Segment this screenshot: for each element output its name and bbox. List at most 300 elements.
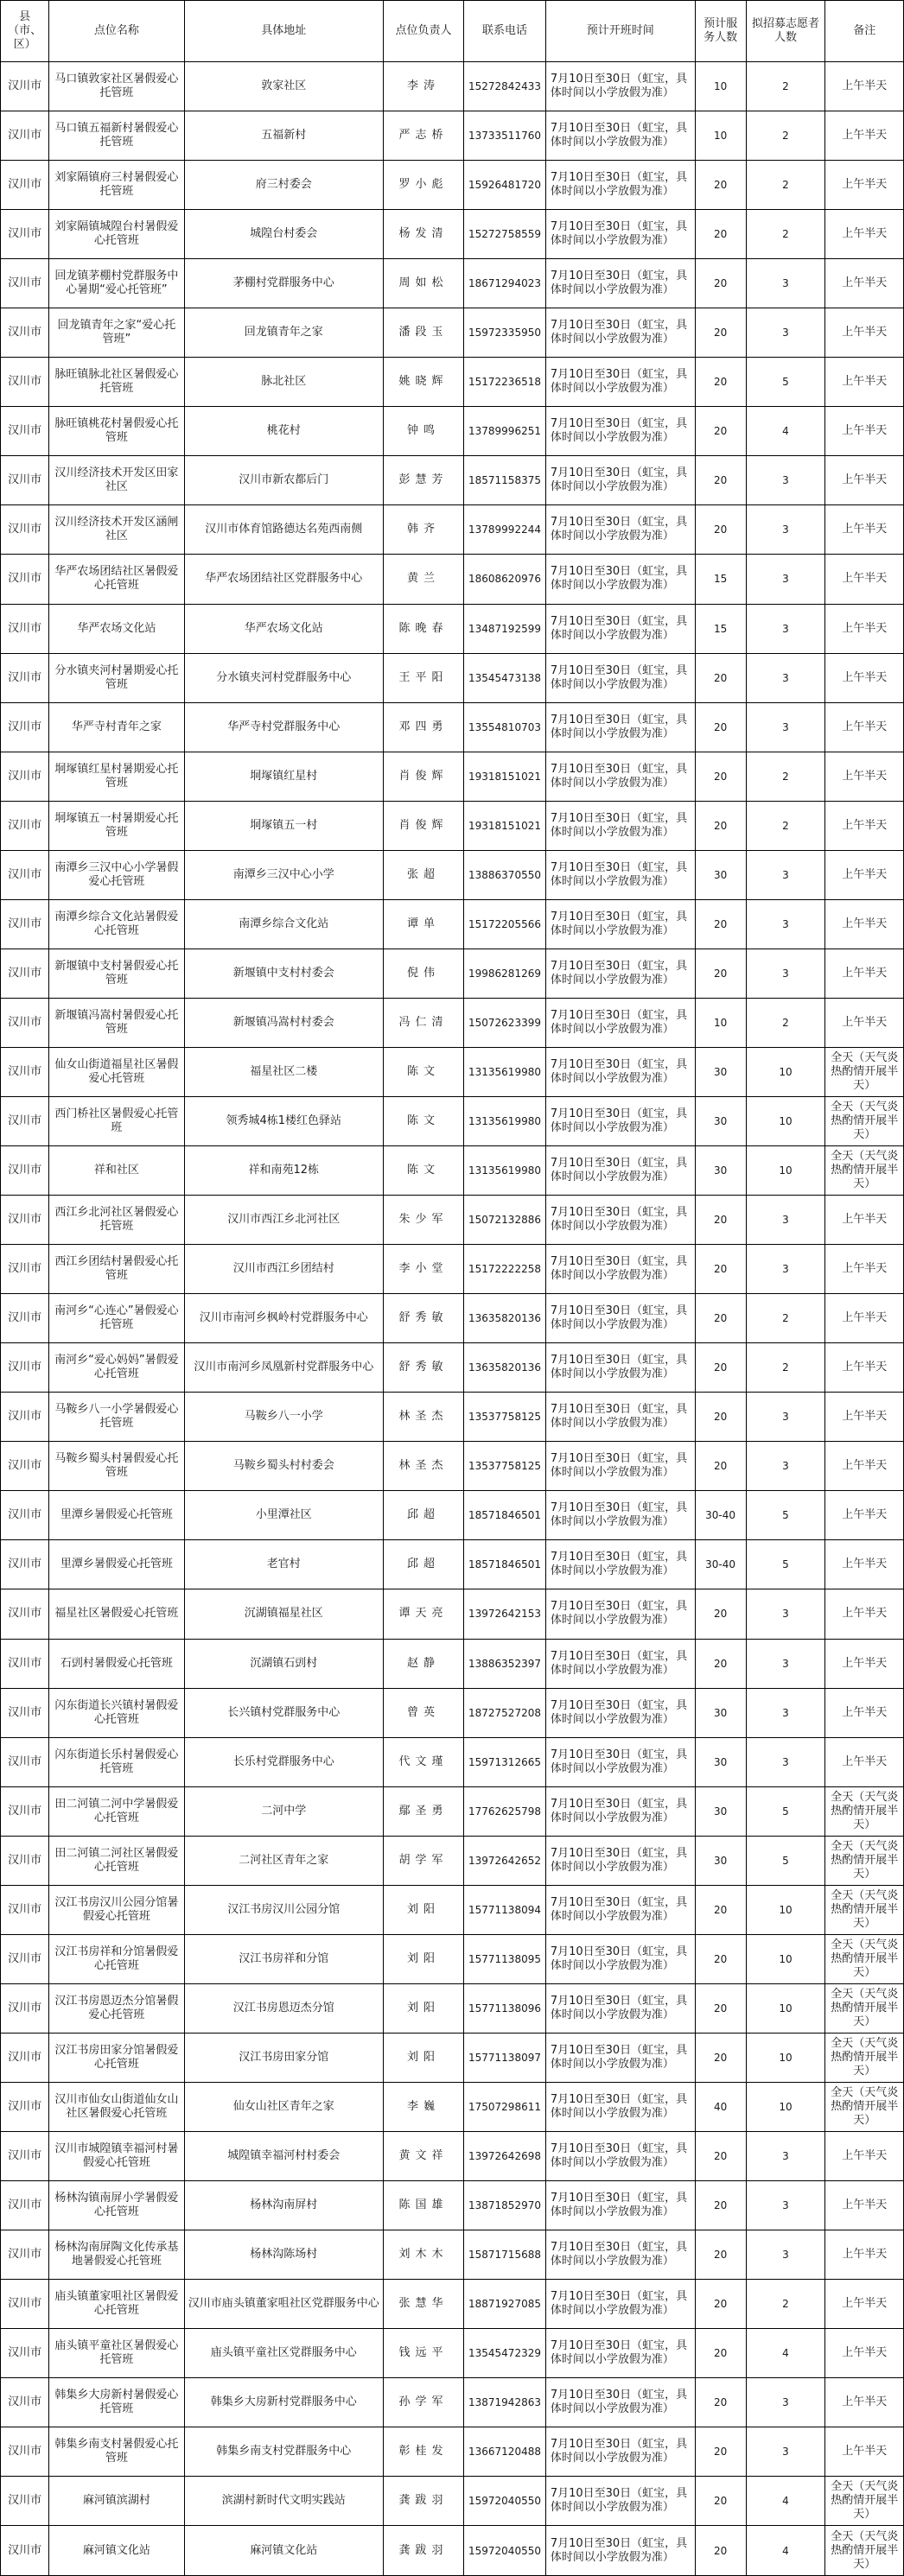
cell-phone: 13135619980 — [464, 1146, 546, 1196]
cell-phone: 15771138095 — [464, 1934, 546, 1983]
table-row — [1, 1245, 904, 1294]
cell-time: 7月10日至30日（虹宝，具体时间以小学放假为准） — [545, 555, 695, 604]
table-row — [1, 1786, 904, 1836]
cell-site-name: 新堰镇冯嵩村暑假爱心托管班 — [49, 998, 184, 1047]
cell-site-name: 刘家隔镇城隍台村暑假爱心托管班 — [49, 210, 184, 259]
cell-site-name: 仙女山街道福星社区暑假爱心托管班 — [49, 1047, 184, 1096]
cell-time: 7月10日至30日（虹宝，具体时间以小学放假为准） — [545, 1393, 695, 1442]
cell-contact: 潘段玉 — [383, 308, 463, 358]
cell-phone: 13635820136 — [464, 1343, 546, 1393]
table-row — [1, 358, 904, 407]
cell-phone: 18608620976 — [464, 555, 546, 604]
table-row — [1, 407, 904, 456]
table-row — [1, 2427, 904, 2477]
header-service-count: 预计服务人数 — [695, 1, 746, 62]
cell-vol: 3 — [746, 505, 825, 555]
cell-time: 7月10日至30日（虹宝，具体时间以小学放假为准） — [545, 1245, 695, 1294]
cell-contact: 钱远平 — [383, 2329, 463, 2378]
cell-remark: 上午半天 — [825, 308, 904, 358]
cell-address: 马鞍乡蜀头村村委会 — [184, 1442, 383, 1491]
cell-remark: 上午半天 — [825, 358, 904, 407]
cell-site-name: 田二河镇二河社区暑假爱心托管班 — [49, 1836, 184, 1885]
cell-phone: 13135619980 — [464, 1047, 546, 1096]
table-row — [1, 2526, 904, 2576]
cell-time: 7月10日至30日（虹宝，具体时间以小学放假为准） — [545, 2131, 695, 2180]
cell-cap: 20 — [695, 1639, 746, 1688]
cell-address: 华严农场文化站 — [184, 604, 383, 653]
cell-site-name: 田二河镇二河中学暑假爱心托管班 — [49, 1786, 184, 1836]
cell-county: 汉川市 — [1, 2427, 49, 2477]
cell-remark: 全天（天气炎热酌情开展半天） — [825, 1836, 904, 1885]
cell-contact: 龚跋羽 — [383, 2477, 463, 2526]
cell-contact: 谭天亮 — [383, 1589, 463, 1639]
cell-vol: 3 — [746, 308, 825, 358]
cell-time: 7月10日至30日（虹宝，具体时间以小学放假为准） — [545, 1688, 695, 1737]
cell-county: 汉川市 — [1, 1540, 49, 1589]
cell-site-name: 汉川经济技术开发区涵闸社区 — [49, 505, 184, 555]
cell-county: 汉川市 — [1, 1737, 49, 1786]
table-row — [1, 1639, 904, 1688]
cell-vol: 3 — [746, 2230, 825, 2280]
cell-address: 汉川市体育馆路德达名苑西南侧 — [184, 505, 383, 555]
cell-contact: 陈文 — [383, 1047, 463, 1096]
cell-address: 沉湖镇福星社区 — [184, 1589, 383, 1639]
cell-address: 城隍镇幸福河村村委会 — [184, 2131, 383, 2180]
cell-remark: 上午半天 — [825, 899, 904, 949]
cell-address: 老官村 — [184, 1540, 383, 1589]
cell-vol: 5 — [746, 1836, 825, 1885]
table-row — [1, 1737, 904, 1786]
cell-address: 祥和南苑12栋 — [184, 1146, 383, 1196]
table-row — [1, 850, 904, 899]
cell-contact: 陈文 — [383, 1146, 463, 1196]
cell-time: 7月10日至30日（虹宝，具体时间以小学放假为准） — [545, 1540, 695, 1589]
cell-county: 汉川市 — [1, 1491, 49, 1540]
cell-cap: 40 — [695, 2082, 746, 2131]
cell-county: 汉川市 — [1, 752, 49, 801]
table-header — [1, 1, 904, 62]
cell-phone: 15971312665 — [464, 1737, 546, 1786]
cell-vol: 3 — [746, 1245, 825, 1294]
cell-cap: 20 — [695, 2230, 746, 2280]
cell-vol: 2 — [746, 801, 825, 850]
table-row — [1, 505, 904, 555]
cell-time: 7月10日至30日（虹宝，具体时间以小学放假为准） — [545, 1442, 695, 1491]
cell-contact: 黄兰 — [383, 555, 463, 604]
cell-phone: 13871852970 — [464, 2181, 546, 2230]
cell-county: 汉川市 — [1, 1836, 49, 1885]
cell-site-name: 西门桥社区暑假爱心托管班 — [49, 1096, 184, 1145]
cell-address: 垌塚镇红星村 — [184, 752, 383, 801]
cell-remark: 上午半天 — [825, 850, 904, 899]
cell-phone: 17762625798 — [464, 1786, 546, 1836]
table-row — [1, 702, 904, 752]
cell-site-name: 马鞍乡八一小学暑假爱心托管班 — [49, 1393, 184, 1442]
cell-time: 7月10日至30日（虹宝，具体时间以小学放假为准） — [545, 1096, 695, 1145]
cell-address: 二河中学 — [184, 1786, 383, 1836]
cell-county: 汉川市 — [1, 1983, 49, 2033]
cell-county: 汉川市 — [1, 604, 49, 653]
cell-remark: 上午半天 — [825, 2181, 904, 2230]
cell-site-name: 汉川经济技术开发区田家社区 — [49, 456, 184, 505]
cell-cap: 30 — [695, 1688, 746, 1737]
cell-county: 汉川市 — [1, 1047, 49, 1096]
cell-address: 茅棚村党群服务中心 — [184, 259, 383, 308]
cell-vol: 10 — [746, 2033, 825, 2082]
cell-address: 滨湖村新时代文明实践站 — [184, 2477, 383, 2526]
cell-contact: 张慧华 — [383, 2280, 463, 2329]
cell-remark: 上午半天 — [825, 1540, 904, 1589]
cell-remark: 上午半天 — [825, 2329, 904, 2378]
cell-contact: 曾英 — [383, 1688, 463, 1737]
cell-county: 汉川市 — [1, 2131, 49, 2180]
cell-vol: 3 — [746, 604, 825, 653]
cell-contact: 赵静 — [383, 1639, 463, 1688]
table-row — [1, 1540, 904, 1589]
cell-phone: 13537758125 — [464, 1442, 546, 1491]
cell-remark: 上午半天 — [825, 949, 904, 998]
cell-site-name: 垌塚镇红星村暑期爱心托管班 — [49, 752, 184, 801]
cell-county: 汉川市 — [1, 949, 49, 998]
cell-county: 汉川市 — [1, 2230, 49, 2280]
cell-site-name: 南河乡“爱心妈妈”暑假爱心托管班 — [49, 1343, 184, 1393]
cell-time: 7月10日至30日（虹宝，具体时间以小学放假为准） — [545, 1294, 695, 1343]
cell-cap: 20 — [695, 653, 746, 702]
cell-cap: 20 — [695, 1245, 746, 1294]
cell-remark: 上午半天 — [825, 1245, 904, 1294]
cell-site-name: 汉川市仙女山街道仙女山社区暑假爱心托管班 — [49, 2082, 184, 2131]
cell-vol: 3 — [746, 1737, 825, 1786]
table-row — [1, 555, 904, 604]
cell-time: 7月10日至30日（虹宝，具体时间以小学放假为准） — [545, 2427, 695, 2477]
cell-contact: 李涛 — [383, 62, 463, 111]
cell-vol: 3 — [746, 456, 825, 505]
cell-phone: 13135619980 — [464, 1096, 546, 1145]
cell-contact: 刘阳 — [383, 2033, 463, 2082]
cell-contact: 李巍 — [383, 2082, 463, 2131]
table-row — [1, 1343, 904, 1393]
cell-cap: 20 — [695, 2526, 746, 2576]
cell-cap: 20 — [695, 702, 746, 752]
cell-cap: 20 — [695, 1196, 746, 1245]
cell-remark: 上午半天 — [825, 1639, 904, 1688]
cell-county: 汉川市 — [1, 1393, 49, 1442]
cell-cap: 20 — [695, 1589, 746, 1639]
cell-vol: 5 — [746, 1491, 825, 1540]
cell-cap: 20 — [695, 358, 746, 407]
table-row — [1, 1393, 904, 1442]
cell-time: 7月10日至30日（虹宝，具体时间以小学放假为准） — [545, 2181, 695, 2230]
cell-contact: 倪伟 — [383, 949, 463, 998]
cell-vol: 2 — [746, 1294, 825, 1343]
cell-remark: 上午半天 — [825, 2378, 904, 2427]
cell-site-name: 闪东街道长乐村暑假爱心托管班 — [49, 1737, 184, 1786]
cell-cap: 30 — [695, 1047, 746, 1096]
cell-time: 7月10日至30日（虹宝，具体时间以小学放假为准） — [545, 358, 695, 407]
cell-phone: 13667120488 — [464, 2427, 546, 2477]
cell-address: 华严寺村党群服务中心 — [184, 702, 383, 752]
cell-cap: 10 — [695, 111, 746, 161]
cell-remark: 上午半天 — [825, 1294, 904, 1343]
cell-phone: 18671294023 — [464, 259, 546, 308]
cell-site-name: 石剅村暑假爱心托管班 — [49, 1639, 184, 1688]
cell-contact: 钟鸣 — [383, 407, 463, 456]
cell-remark: 全天（天气炎热酌情开展半天） — [825, 1047, 904, 1096]
cell-contact: 肖俊辉 — [383, 801, 463, 850]
cell-phone: 15172222258 — [464, 1245, 546, 1294]
cell-site-name: 汉江书房田家分馆暑假爱心托管班 — [49, 2033, 184, 2082]
cell-remark: 上午半天 — [825, 702, 904, 752]
cell-county: 汉川市 — [1, 1885, 49, 1934]
cell-phone: 18871927085 — [464, 2280, 546, 2329]
table-row — [1, 1491, 904, 1540]
cell-vol: 3 — [746, 1196, 825, 1245]
cell-remark: 上午半天 — [825, 1589, 904, 1639]
cell-address: 汉川市南河乡凤凰新村党群服务中心 — [184, 1343, 383, 1393]
cell-site-name: 汉江书房汉川公园分馆暑假爱心托管班 — [49, 1885, 184, 1934]
cell-vol: 3 — [746, 2378, 825, 2427]
cell-county: 汉川市 — [1, 702, 49, 752]
cell-vol: 2 — [746, 998, 825, 1047]
cell-cap: 20 — [695, 505, 746, 555]
cell-time: 7月10日至30日（虹宝，具体时间以小学放假为准） — [545, 653, 695, 702]
cell-phone: 13537758125 — [464, 1393, 546, 1442]
cell-vol: 2 — [746, 210, 825, 259]
table-row — [1, 62, 904, 111]
cell-site-name: 麻河镇滨湖村 — [49, 2477, 184, 2526]
cell-county: 汉川市 — [1, 2477, 49, 2526]
cell-cap: 20 — [695, 456, 746, 505]
cell-cap: 20 — [695, 1294, 746, 1343]
cell-site-name: 马口镇敦家社区暑假爱心托管班 — [49, 62, 184, 111]
table-row — [1, 801, 904, 850]
cell-time: 7月10日至30日（虹宝，具体时间以小学放假为准） — [545, 62, 695, 111]
cell-time: 7月10日至30日（虹宝，具体时间以小学放假为准） — [545, 2329, 695, 2378]
cell-remark: 上午半天 — [825, 62, 904, 111]
cell-remark: 上午半天 — [825, 653, 904, 702]
table-row — [1, 1836, 904, 1885]
cell-contact: 胡学军 — [383, 1836, 463, 1885]
cell-time: 7月10日至30日（虹宝，具体时间以小学放假为准） — [545, 210, 695, 259]
cell-county: 汉川市 — [1, 62, 49, 111]
cell-remark: 上午半天 — [825, 2427, 904, 2477]
cell-county: 汉川市 — [1, 407, 49, 456]
cell-time: 7月10日至30日（虹宝，具体时间以小学放假为准） — [545, 1934, 695, 1983]
cell-phone: 15972335950 — [464, 308, 546, 358]
table-row — [1, 456, 904, 505]
table-row — [1, 2378, 904, 2427]
table-row — [1, 604, 904, 653]
cell-vol: 4 — [746, 2477, 825, 2526]
cell-phone: 15272758559 — [464, 210, 546, 259]
table-row — [1, 111, 904, 161]
header-row — [1, 1, 904, 62]
cell-vol: 10 — [746, 1885, 825, 1934]
cell-cap: 10 — [695, 998, 746, 1047]
cell-address: 府三村委会 — [184, 161, 383, 210]
cell-contact: 林圣杰 — [383, 1442, 463, 1491]
cell-time: 7月10日至30日（虹宝，具体时间以小学放假为准） — [545, 2477, 695, 2526]
cell-time: 7月10日至30日（虹宝，具体时间以小学放假为准） — [545, 1786, 695, 1836]
cell-address: 新堰镇中支村村委会 — [184, 949, 383, 998]
cell-county: 汉川市 — [1, 1934, 49, 1983]
table-row — [1, 2280, 904, 2329]
cell-remark: 上午半天 — [825, 1343, 904, 1393]
cell-remark: 上午半天 — [825, 1688, 904, 1737]
cell-vol: 3 — [746, 949, 825, 998]
cell-contact: 黄文祥 — [383, 2131, 463, 2180]
cell-county: 汉川市 — [1, 2181, 49, 2230]
table-row — [1, 752, 904, 801]
cell-time: 7月10日至30日（虹宝，具体时间以小学放假为准） — [545, 259, 695, 308]
cell-address: 城隍台村委会 — [184, 210, 383, 259]
cell-remark: 全天（天气炎热酌情开展半天） — [825, 2526, 904, 2576]
cell-contact: 舒秀敏 — [383, 1294, 463, 1343]
cell-time: 7月10日至30日（虹宝，具体时间以小学放假为准） — [545, 1737, 695, 1786]
table-row — [1, 210, 904, 259]
cell-county: 汉川市 — [1, 2033, 49, 2082]
cell-remark: 全天（天气炎热酌情开展半天） — [825, 1096, 904, 1145]
header-remarks: 备注 — [825, 1, 904, 62]
cell-contact: 邱超 — [383, 1540, 463, 1589]
cell-phone: 13789996251 — [464, 407, 546, 456]
cell-time: 7月10日至30日（虹宝，具体时间以小学放假为准） — [545, 1885, 695, 1934]
cell-address: 南潭乡三汉中心小学 — [184, 850, 383, 899]
cell-remark: 上午半天 — [825, 2230, 904, 2280]
header-site-name: 点位名称 — [49, 1, 184, 62]
cell-vol: 2 — [746, 2280, 825, 2329]
cell-address: 汉川市西江乡团结村 — [184, 1245, 383, 1294]
cell-time: 7月10日至30日（虹宝，具体时间以小学放假为准） — [545, 1196, 695, 1245]
cell-address: 庙头镇平童社区党群服务中心 — [184, 2329, 383, 2378]
cell-address: 脉北社区 — [184, 358, 383, 407]
cell-address: 韩集乡南支村党群服务中心 — [184, 2427, 383, 2477]
table-row — [1, 1442, 904, 1491]
cell-remark: 全天（天气炎热酌情开展半天） — [825, 1885, 904, 1934]
cell-vol: 4 — [746, 2329, 825, 2378]
cell-phone: 13972642652 — [464, 1836, 546, 1885]
cell-cap: 30 — [695, 1146, 746, 1196]
cell-time: 7月10日至30日（虹宝，具体时间以小学放假为准） — [545, 456, 695, 505]
cell-site-name: 闪东街道长兴镇村暑假爱心托管班 — [49, 1688, 184, 1737]
cell-address: 汉川市新农都后门 — [184, 456, 383, 505]
cell-cap: 30 — [695, 850, 746, 899]
cell-time: 7月10日至30日（虹宝，具体时间以小学放假为准） — [545, 407, 695, 456]
table-row — [1, 1589, 904, 1639]
cell-contact: 严志桥 — [383, 111, 463, 161]
cell-remark: 上午半天 — [825, 1491, 904, 1540]
cell-vol: 3 — [746, 555, 825, 604]
cell-site-name: 南河乡“心连心”暑假爱心托管班 — [49, 1294, 184, 1343]
cell-phone: 18571846501 — [464, 1491, 546, 1540]
cell-site-name: 福星社区暑假爱心托管班 — [49, 1589, 184, 1639]
cell-phone: 13545473138 — [464, 653, 546, 702]
cell-site-name: 新堰镇中支村暑假爱心托管班 — [49, 949, 184, 998]
cell-phone: 15871715688 — [464, 2230, 546, 2280]
cell-remark: 全天（天气炎热酌情开展半天） — [825, 1934, 904, 1983]
cell-cap: 30-40 — [695, 1540, 746, 1589]
cell-contact: 刘木木 — [383, 2230, 463, 2280]
cell-contact: 周如松 — [383, 259, 463, 308]
cell-vol: 3 — [746, 1442, 825, 1491]
cell-phone: 19318151021 — [464, 752, 546, 801]
cell-cap: 30 — [695, 1096, 746, 1145]
cell-contact: 肖俊辉 — [383, 752, 463, 801]
cell-time: 7月10日至30日（虹宝，具体时间以小学放假为准） — [545, 1639, 695, 1688]
cell-county: 汉川市 — [1, 1096, 49, 1145]
cell-cap: 15 — [695, 604, 746, 653]
cell-site-name: 里潭乡暑假爱心托管班 — [49, 1491, 184, 1540]
cell-cap: 20 — [695, 1934, 746, 1983]
cell-cap: 30-40 — [695, 1491, 746, 1540]
cell-cap: 20 — [695, 407, 746, 456]
cell-vol: 10 — [746, 1096, 825, 1145]
table-body — [1, 62, 904, 2576]
cell-contact: 刘阳 — [383, 1934, 463, 1983]
cell-cap: 20 — [695, 2033, 746, 2082]
cell-phone: 15771138094 — [464, 1885, 546, 1934]
cell-vol: 3 — [746, 259, 825, 308]
cell-contact: 龚跋羽 — [383, 2526, 463, 2576]
cell-site-name: 麻河镇文化站 — [49, 2526, 184, 2576]
cell-vol: 5 — [746, 1540, 825, 1589]
table-row — [1, 1983, 904, 2033]
cell-phone: 13972642698 — [464, 2131, 546, 2180]
cell-county: 汉川市 — [1, 1245, 49, 1294]
cell-address: 新堰镇冯嵩村村委会 — [184, 998, 383, 1047]
cell-cap: 30 — [695, 1786, 746, 1836]
cell-site-name: 里潭乡暑假爱心托管班 — [49, 1540, 184, 1589]
cell-address: 汉江书房恩迈杰分馆 — [184, 1983, 383, 2033]
header-address: 具体地址 — [184, 1, 383, 62]
cell-site-name: 西江乡北河社区暑假爱心托管班 — [49, 1196, 184, 1245]
cell-county: 汉川市 — [1, 555, 49, 604]
cell-phone: 13487192599 — [464, 604, 546, 653]
cell-phone: 13789992244 — [464, 505, 546, 555]
cell-address: 汉川市南河乡枫岭村党群服务中心 — [184, 1294, 383, 1343]
cell-contact: 刘阳 — [383, 1885, 463, 1934]
cell-address: 桃花村 — [184, 407, 383, 456]
cell-site-name: 汉江书房恩迈杰分馆暑假爱心托管班 — [49, 1983, 184, 2033]
cell-vol: 3 — [746, 1589, 825, 1639]
cell-phone: 13554810703 — [464, 702, 546, 752]
cell-vol: 2 — [746, 161, 825, 210]
cell-address: 杨林沟陈场村 — [184, 2230, 383, 2280]
cell-cap: 20 — [695, 949, 746, 998]
table-row — [1, 1196, 904, 1245]
cell-phone: 18571846501 — [464, 1540, 546, 1589]
cell-contact: 陈晚春 — [383, 604, 463, 653]
table-row — [1, 949, 904, 998]
cell-remark: 全天（天气炎热酌情开展半天） — [825, 1786, 904, 1836]
cell-time: 7月10日至30日（虹宝，具体时间以小学放假为准） — [545, 1836, 695, 1885]
cell-county: 汉川市 — [1, 1146, 49, 1196]
cell-time: 7月10日至30日（虹宝，具体时间以小学放假为准） — [545, 1589, 695, 1639]
cell-cap: 20 — [695, 2131, 746, 2180]
cell-cap: 20 — [695, 2427, 746, 2477]
cell-time: 7月10日至30日（虹宝，具体时间以小学放假为准） — [545, 1983, 695, 2033]
cell-site-name: 杨林沟南屏陶文化传承基地暑假爱心托管班 — [49, 2230, 184, 2280]
cell-time: 7月10日至30日（虹宝，具体时间以小学放假为准） — [545, 2280, 695, 2329]
cell-site-name: 回龙镇茅棚村党群服务中心暑期“爱心托管班” — [49, 259, 184, 308]
cell-cap: 30 — [695, 1737, 746, 1786]
cell-time: 7月10日至30日（虹宝，具体时间以小学放假为准） — [545, 998, 695, 1047]
cell-county: 汉川市 — [1, 2526, 49, 2576]
cell-site-name: 脉旺镇脉北社区暑假爱心托管班 — [49, 358, 184, 407]
cell-address: 分水镇夹河村党群服务中心 — [184, 653, 383, 702]
cell-cap: 20 — [695, 752, 746, 801]
cell-time: 7月10日至30日（虹宝，具体时间以小学放假为准） — [545, 2033, 695, 2082]
